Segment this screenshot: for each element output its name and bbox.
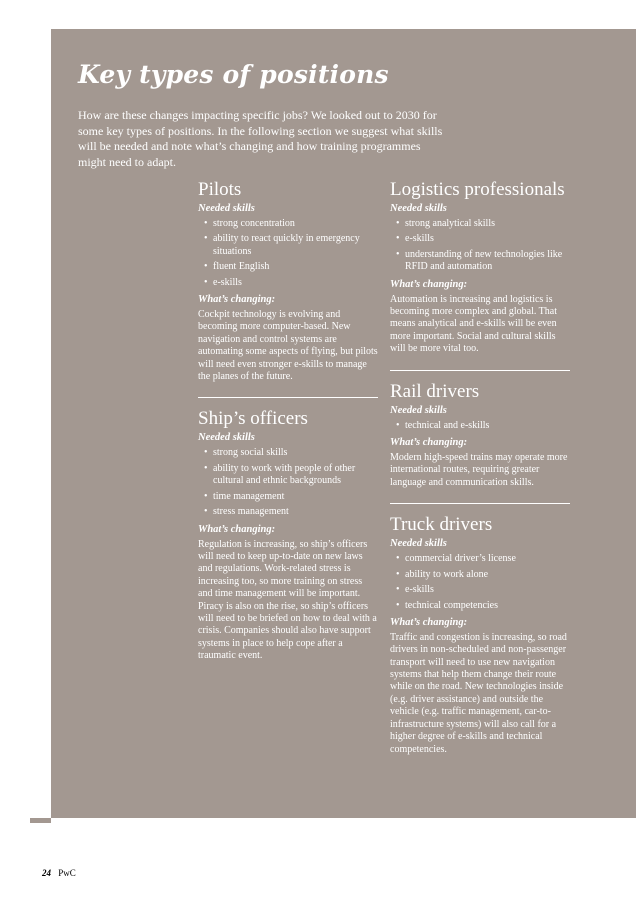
list-item: • technical and e-skills <box>390 420 570 432</box>
brand-name: PwC <box>58 868 76 878</box>
section-heading-ships-officers: Ship’s officers <box>198 408 308 430</box>
panel-tab-marker <box>30 818 51 823</box>
section-ships-officers <box>198 409 378 662</box>
skills-list-pilots <box>198 218 378 289</box>
list-item: • strong social skills <box>198 447 378 459</box>
list-item: • commercial driver’s license <box>390 553 570 565</box>
list-item: • stress management <box>198 506 378 518</box>
divider <box>198 397 378 398</box>
whats-changing-label: What’s changing: <box>198 294 276 306</box>
needed-skills-label: Needed skills <box>390 404 447 416</box>
whats-changing-label: What’s changing: <box>390 436 468 448</box>
list-item: • strong analytical skills <box>390 218 570 230</box>
page-title: Key types of positions <box>78 60 389 89</box>
section-heading-logistics: Logistics professionals <box>390 179 565 200</box>
list-item: • technical competencies <box>390 600 570 612</box>
intro-paragraph: How are these changes impacting specific jobs? We looked out to 2030 for some key types of positions. In the following section we suggest what skills will be needed and note what’s changing and how training programmes might need to adapt. <box>78 108 443 169</box>
needed-skills-label: Needed skills <box>390 203 447 214</box>
list-item: • ability to work alone <box>390 569 570 581</box>
left-column <box>198 180 378 663</box>
list-item: • e-skills <box>390 233 570 245</box>
section-heading-truck-drivers: Truck drivers <box>390 514 493 536</box>
list-item: • e-skills <box>198 277 378 289</box>
section-heading-pilots: Pilots <box>198 179 242 200</box>
changing-text-pilots: Cockpit technology is evolving and becoming more computer-based. New navigation and control systems are automating some aspects of flying, but pilots will need even stronger e-skills to manage the planes of the future. <box>198 309 378 383</box>
skills-list-ships-officers <box>198 447 378 518</box>
whats-changing-label: What’s changing: <box>390 616 468 628</box>
list-item: • fluent English <box>198 261 378 273</box>
list-item: • strong concentration <box>198 218 378 230</box>
page-number: 24 <box>42 868 51 878</box>
whats-changing-label: What’s changing: <box>198 523 276 535</box>
needed-skills-label: Needed skills <box>198 432 255 444</box>
section-rail-drivers <box>390 382 570 490</box>
needed-skills-label: Needed skills <box>390 538 447 550</box>
list-item: • time management <box>198 491 378 503</box>
changing-text-rail-drivers: Modern high-speed trains may operate more international routes, requiring greater language and communication skills. <box>390 451 568 488</box>
needed-skills-label: Needed skills <box>198 203 255 214</box>
section-heading-rail-drivers: Rail drivers <box>390 380 480 402</box>
list-item: • ability to react quickly in emergency situations <box>198 233 378 258</box>
page-footer <box>42 868 76 878</box>
list-item: • ability to work with people of other cultural and ethnic backgrounds <box>198 463 378 488</box>
divider <box>390 370 570 371</box>
changing-text-ships-officers: Regulation is increasing, so ship’s officers will need to keep up-to-date on new laws and regulations. Work-related stress is increasing too, so more training on stress and time management will be important. Piracy is also on the rise, so ship’s officers will need to be briefed on how to deal with a crisis. Companies should also have support systems in place to help cope after a traumatic event. <box>198 538 377 662</box>
skills-list-logistics <box>390 218 570 274</box>
list-item: • understanding of new technologies like RFID and automation <box>390 249 570 274</box>
skills-list-rail-drivers <box>390 420 570 432</box>
changing-text-logistics: Automation is increasing and logistics is becoming more complex and global. That means analytical and e-skills will be even more important. Social and cultural skills will be more vital too. <box>390 293 557 355</box>
right-column <box>390 180 570 756</box>
whats-changing-label: What’s changing: <box>390 278 468 290</box>
section-logistics <box>390 180 570 356</box>
list-item: • e-skills <box>390 584 570 596</box>
divider <box>390 503 570 504</box>
section-pilots <box>198 180 378 383</box>
skills-list-truck-drivers <box>390 553 570 612</box>
changing-text-truck-drivers: Traffic and congestion is increasing, so road drivers in non-scheduled and non-passenger transport will need to use new navigation systems that help them change their route while on the road. New technologies inside (e.g. driver assistance) and outside the vehicle (e.g. traffic management, car-to-infrastructure systems) will also call for a higher degree of e-skills and technical competencies. <box>390 631 567 755</box>
section-truck-drivers <box>390 515 570 756</box>
